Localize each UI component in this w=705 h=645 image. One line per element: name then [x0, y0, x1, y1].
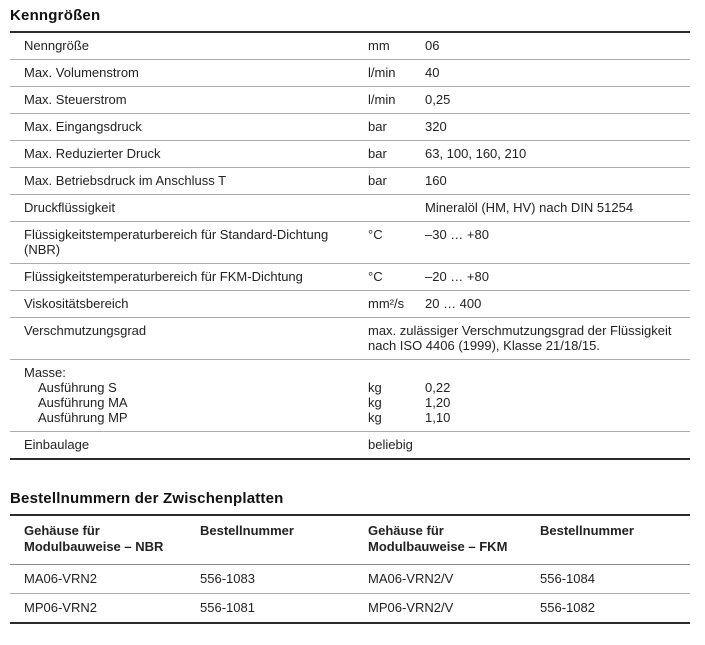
row-unit: °C [368, 227, 383, 242]
order-number: 556-1081 [200, 600, 255, 615]
part-code-nbr: MA06-VRN2 [24, 571, 97, 586]
order-number: 556-1082 [540, 600, 595, 615]
row-value: beliebig [368, 437, 413, 452]
row-value: 160 [425, 173, 447, 188]
row-label: Druckflüssigkeit [24, 200, 116, 215]
row-unit: l/min [368, 65, 396, 80]
row-unit: mm²/s [368, 296, 405, 311]
row-unit: bar [368, 146, 387, 161]
row-sublabel: Ausführung S [38, 380, 117, 395]
row-value: –30 … +80 [425, 227, 489, 242]
row-unit: bar [368, 119, 387, 134]
row-label: Max. Betriebsdruck im Anschluss T [24, 173, 227, 188]
row-label: Viskositätsbereich [24, 296, 129, 311]
row-value: 63, 100, 160, 210 [425, 146, 527, 161]
row-label: Flüssigkeitstemperaturbereich für FKM-Dichtung [24, 269, 303, 284]
row-label: Nenngröße [24, 38, 90, 53]
header-order-number: Bestellnummer [540, 523, 634, 538]
row-unit: kg [368, 380, 382, 395]
row-label: Masse: [24, 365, 66, 380]
row-label: Max. Eingangsdruck [24, 119, 142, 134]
row-value: 06 [425, 38, 440, 53]
table-row [10, 195, 690, 222]
bestellnummern-table [10, 514, 690, 624]
row-unit [368, 200, 425, 215]
table-row-einbaulage [10, 432, 690, 458]
header-line: Gehäuse für [368, 523, 444, 538]
row-value: 0,25 [425, 92, 451, 107]
row-label: Flüssigkeitstemperaturbereich für Standard-Dichtung (NBR) [24, 227, 329, 257]
kenngroessen-table [10, 31, 690, 460]
row-value: Mineralöl (HM, HV) nach DIN 51254 [425, 200, 634, 215]
row-unit: °C [368, 269, 383, 284]
header-line: Modulbauweise – NBR [24, 539, 164, 554]
row-unit: l/min [368, 92, 396, 107]
table-row-masse [10, 360, 690, 432]
table-row [10, 291, 690, 318]
row-value: 1,20 [425, 395, 451, 410]
row-label: Verschmutzungsgrad [24, 323, 147, 338]
header-order-number: Bestellnummer [200, 523, 294, 538]
table-row [10, 87, 690, 114]
row-value: –20 … +80 [425, 269, 489, 284]
bestellnummern-section [10, 490, 690, 624]
row-label: Max. Steuerstrom [24, 92, 127, 107]
part-code-fkm: MA06-VRN2/V [368, 571, 454, 586]
header-housing-fkm [368, 523, 540, 555]
row-value: max. zulässiger Verschmutzungsgrad der Flüssigkeit nach ISO 4406 (1999), Klasse 21/18/15. [368, 323, 672, 353]
table-row [10, 141, 690, 168]
row-value: 0,22 [425, 380, 451, 395]
table-row-verschmutzungsgrad [10, 318, 690, 360]
table-row [10, 60, 690, 87]
table-row [10, 168, 690, 195]
row-unit: mm [368, 38, 390, 53]
table-row [10, 114, 690, 141]
part-code-fkm: MP06-VRN2/V [368, 600, 454, 615]
row-value: 20 … 400 [425, 296, 482, 311]
part-code-nbr: MP06-VRN2 [24, 600, 97, 615]
order-number: 556-1084 [540, 571, 595, 586]
table-row [10, 33, 690, 60]
row-label: Max. Volumenstrom [24, 65, 139, 80]
table-row [10, 222, 690, 264]
row-sublabel: Ausführung MP [38, 410, 128, 425]
order-table-row [10, 565, 690, 594]
row-unit: bar [368, 173, 387, 188]
row-label: Max. Reduzierter Druck [24, 146, 161, 161]
kenngroessen-title: Kenngrößen [10, 7, 101, 24]
row-label: Einbaulage [24, 437, 90, 452]
order-number: 556-1083 [200, 571, 255, 586]
order-table-row [10, 594, 690, 622]
order-table-header [10, 516, 690, 565]
row-value: 320 [425, 119, 447, 134]
bestellnummern-title: Bestellnummern der Zwischenplatten [10, 490, 284, 507]
header-housing-nbr [24, 523, 200, 555]
row-sublabel: Ausführung MA [38, 395, 128, 410]
row-unit: kg [368, 395, 382, 410]
row-unit: kg [368, 410, 382, 425]
row-value: 1,10 [425, 410, 451, 425]
header-line: Gehäuse für [24, 523, 100, 538]
row-value: 40 [425, 65, 440, 80]
table-row [10, 264, 690, 291]
header-line: Modulbauweise – FKM [368, 539, 508, 554]
